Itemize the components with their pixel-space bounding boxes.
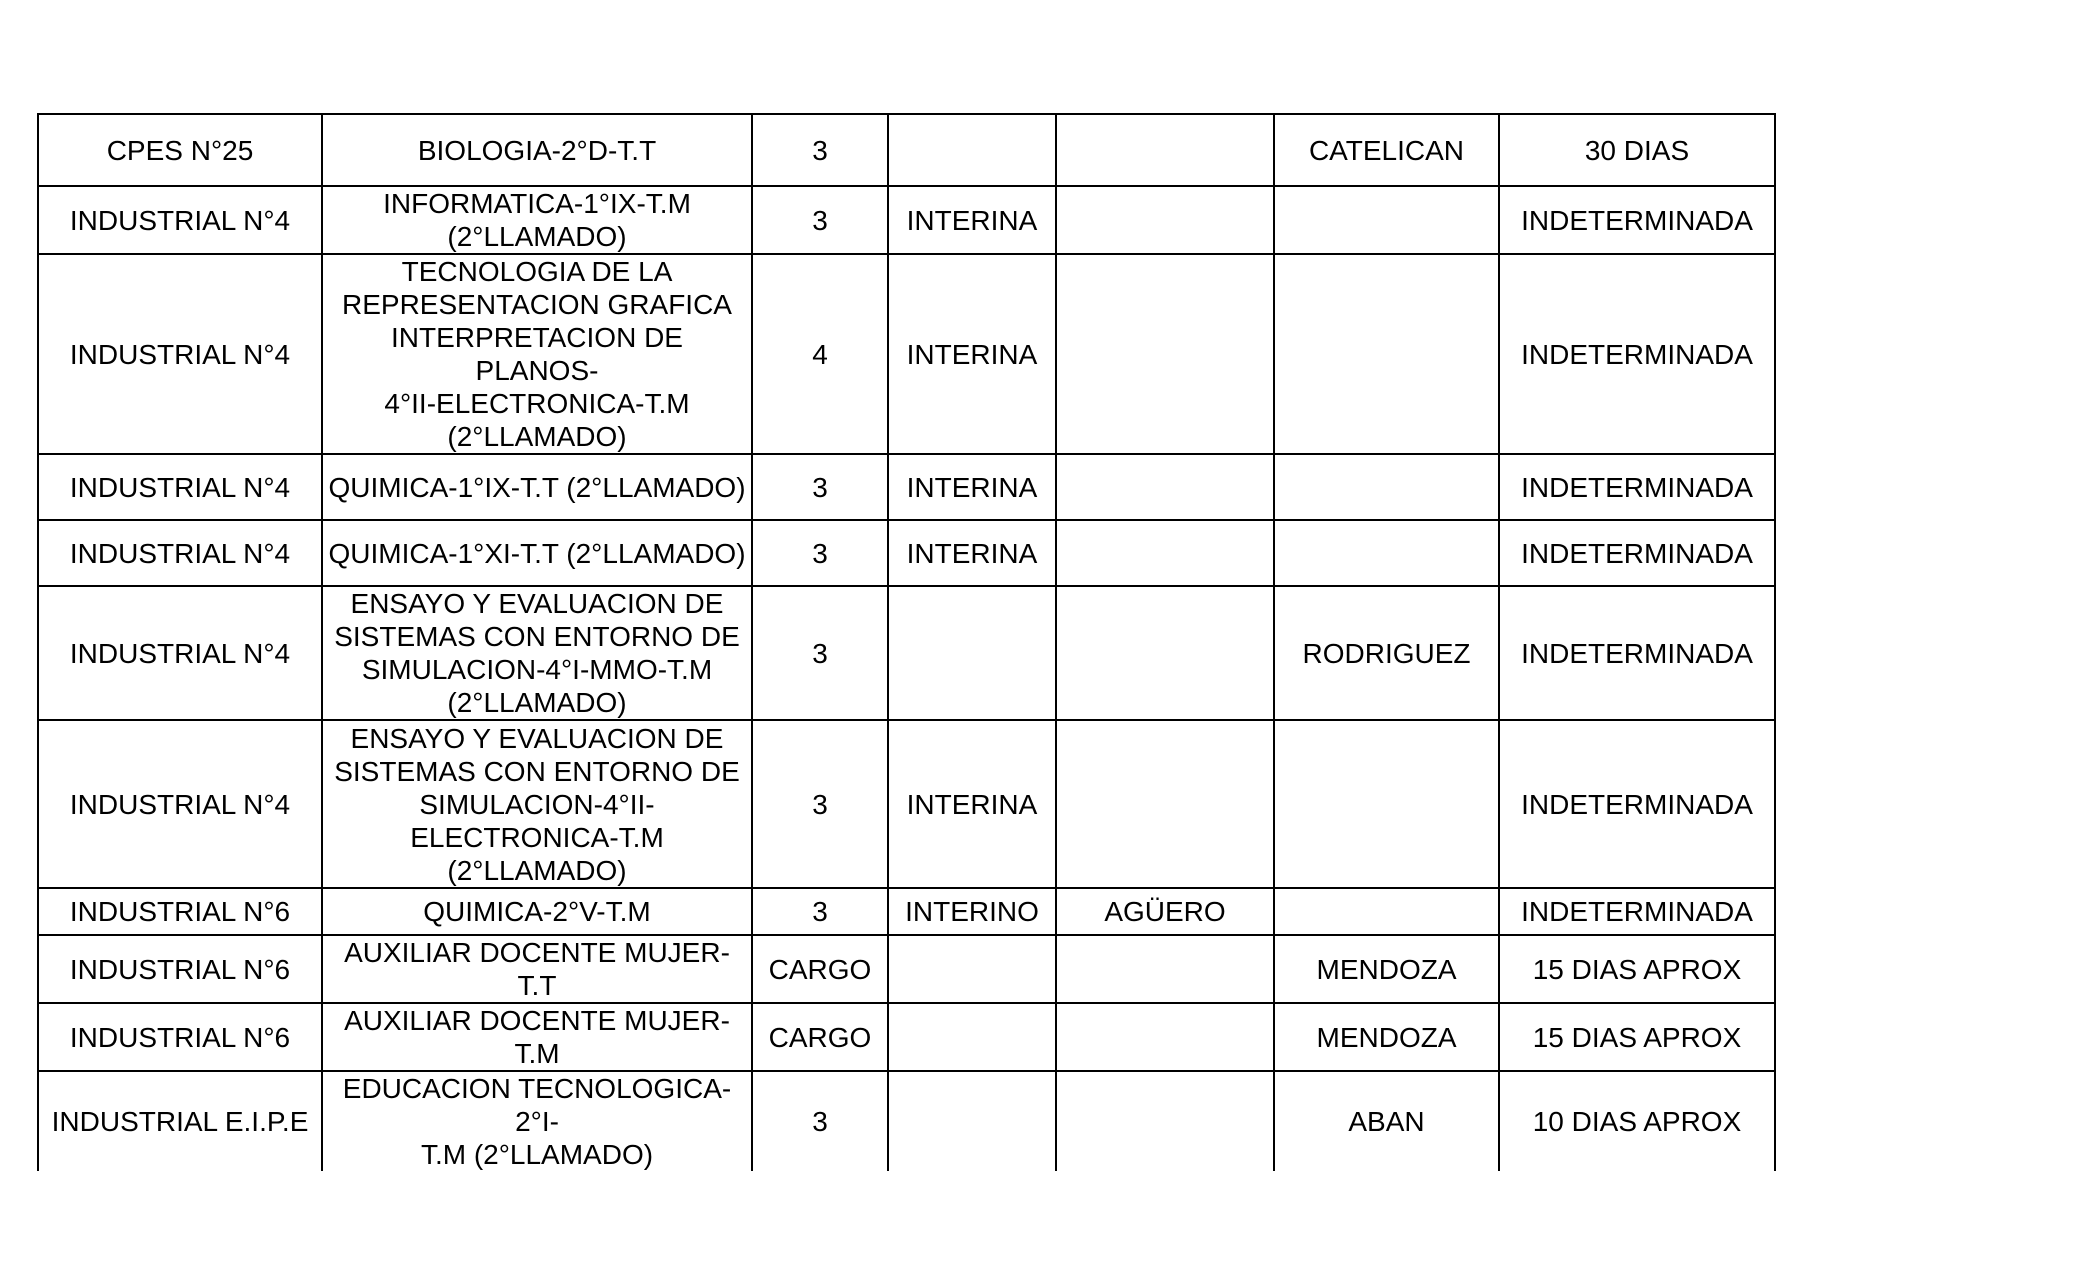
duration-cell — [1499, 1071, 1775, 1171]
cell-text: INTERINA — [906, 338, 1038, 370]
cell-text: INDUSTRIAL N°6 — [69, 953, 291, 985]
cell-text: INDETERMINADA — [1521, 537, 1753, 569]
cell-text: 15 DIAS APROX — [1532, 953, 1742, 985]
cell-text: INDETERMINADA — [1521, 788, 1753, 820]
table-row — [38, 586, 1775, 720]
duration-cell — [1499, 454, 1775, 520]
duration-cell — [1499, 254, 1775, 454]
duration-cell — [1499, 935, 1775, 1003]
teacher-cell — [1056, 888, 1274, 935]
cell-text: 3 — [812, 788, 828, 820]
cell-text: AUXILIAR DOCENTE MUJER- T.M — [344, 1005, 730, 1069]
hours-cell — [752, 888, 888, 935]
duration-cell — [1499, 114, 1775, 186]
cell-text: ENSAYO Y EVALUACION DE SISTEMAS CON ENTORNO DE SIMULACION-4°II- ELECTRONICA-T.M (2°LLAMADO) — [334, 722, 740, 886]
cell-text: INDETERMINADA — [1521, 338, 1753, 370]
school-cell — [38, 186, 322, 254]
teacher-cell — [1056, 1071, 1274, 1171]
duration-cell — [1499, 888, 1775, 935]
subject-cell — [322, 1071, 752, 1171]
school-cell — [38, 586, 322, 720]
cell-text: INTERINO — [905, 896, 1039, 927]
hours-cell — [752, 454, 888, 520]
cell-text: CARGO — [768, 1021, 872, 1053]
cell-text: INDUSTRIAL N°6 — [69, 896, 291, 927]
replaced-cell — [1274, 586, 1499, 720]
cell-text: INDUSTRIAL N°4 — [69, 204, 291, 236]
subject-cell — [322, 454, 752, 520]
school-cell — [38, 1071, 322, 1171]
cell-text: AGÜERO — [1104, 896, 1226, 927]
table-row — [38, 254, 1775, 454]
replaced-cell — [1274, 520, 1499, 586]
school-cell — [38, 1003, 322, 1071]
replaced-cell — [1274, 186, 1499, 254]
teacher-cell — [1056, 935, 1274, 1003]
replaced-cell — [1274, 888, 1499, 935]
cell-text: CARGO — [768, 953, 872, 985]
status-cell — [888, 254, 1056, 454]
cell-text: AUXILIAR DOCENTE MUJER-T.T — [344, 937, 730, 1001]
cell-text: INDUSTRIAL N°6 — [69, 1021, 291, 1053]
cell-text: 3 — [812, 896, 828, 927]
status-cell — [888, 1071, 1056, 1171]
subject-cell — [322, 520, 752, 586]
hours-cell — [752, 520, 888, 586]
cell-text: INDUSTRIAL N°4 — [69, 788, 291, 820]
subject-cell — [322, 720, 752, 888]
duration-cell — [1499, 586, 1775, 720]
cell-text: QUIMICA-1°XI-T.T (2°LLAMADO) — [328, 537, 746, 569]
cell-text: 10 DIAS APROX — [1532, 1106, 1742, 1137]
school-cell — [38, 254, 322, 454]
school-cell — [38, 888, 322, 935]
replaced-cell — [1274, 1003, 1499, 1071]
status-cell — [888, 454, 1056, 520]
cell-text: MENDOZA — [1316, 1021, 1457, 1053]
duration-cell — [1499, 520, 1775, 586]
subject-cell — [322, 114, 752, 186]
teacher-cell — [1056, 454, 1274, 520]
subject-cell — [322, 1003, 752, 1071]
table-row — [38, 186, 1775, 254]
cell-text: 4 — [812, 338, 828, 370]
subject-cell — [322, 186, 752, 254]
duration-cell — [1499, 720, 1775, 888]
vacancy-table — [37, 113, 1776, 1171]
status-cell — [888, 935, 1056, 1003]
cell-text: INTERINA — [906, 788, 1038, 820]
school-cell — [38, 935, 322, 1003]
hours-cell — [752, 254, 888, 454]
status-cell — [888, 520, 1056, 586]
cell-text: INDETERMINADA — [1521, 204, 1753, 236]
cell-text: ENSAYO Y EVALUACION DE SISTEMAS CON ENTORNO DE SIMULACION-4°I-MMO-T.M (2°LLAMADO) — [334, 588, 740, 718]
cell-text: INDUSTRIAL N°4 — [69, 338, 291, 370]
cell-text: INFORMATICA-1°IX-T.M (2°LLAMADO) — [383, 188, 691, 252]
subject-cell — [322, 254, 752, 454]
table-row — [38, 520, 1775, 586]
teacher-cell — [1056, 720, 1274, 888]
table-row — [38, 1003, 1775, 1071]
cell-text: 3 — [812, 1106, 828, 1137]
table-row — [38, 720, 1775, 888]
cell-text: BIOLOGIA-2°D-T.T — [417, 134, 657, 166]
cell-text: QUIMICA-1°IX-T.T (2°LLAMADO) — [328, 471, 746, 503]
table-row — [38, 454, 1775, 520]
table-row — [38, 935, 1775, 1003]
replaced-cell — [1274, 720, 1499, 888]
status-cell — [888, 720, 1056, 888]
cell-text: MENDOZA — [1316, 953, 1457, 985]
table-row — [38, 1071, 1775, 1171]
cell-text: INDETERMINADA — [1521, 471, 1753, 503]
subject-cell — [322, 586, 752, 720]
cell-text: INDUSTRIAL N°4 — [69, 537, 291, 569]
teacher-cell — [1056, 586, 1274, 720]
cell-text: CATELICAN — [1308, 134, 1465, 166]
table-row — [38, 114, 1775, 186]
hours-cell — [752, 1071, 888, 1171]
status-cell — [888, 114, 1056, 186]
hours-cell — [752, 114, 888, 186]
replaced-cell — [1274, 114, 1499, 186]
status-cell — [888, 586, 1056, 720]
cell-text: TECNOLOGIA DE LA REPRESENTACION GRAFICA INTERPRETACION DE PLANOS- 4°II-ELECTRONICA-T.M (2°LLAMADO) — [342, 256, 732, 452]
subject-cell — [322, 935, 752, 1003]
teacher-cell — [1056, 520, 1274, 586]
status-cell — [888, 1003, 1056, 1071]
hours-cell — [752, 586, 888, 720]
cell-text: 30 DIAS — [1584, 134, 1690, 166]
cell-text: INTERINA — [906, 471, 1038, 503]
cell-text: 3 — [812, 134, 828, 166]
teacher-cell — [1056, 254, 1274, 454]
status-cell — [888, 186, 1056, 254]
cell-text: 3 — [812, 537, 828, 569]
school-cell — [38, 454, 322, 520]
table-body — [38, 114, 1775, 1171]
cell-text: INTERINA — [906, 537, 1038, 569]
school-cell — [38, 720, 322, 888]
school-cell — [38, 114, 322, 186]
duration-cell — [1499, 186, 1775, 254]
hours-cell — [752, 1003, 888, 1071]
status-cell — [888, 888, 1056, 935]
cell-text: 3 — [812, 637, 828, 669]
cell-text: 15 DIAS APROX — [1532, 1021, 1742, 1053]
hours-cell — [752, 720, 888, 888]
teacher-cell — [1056, 1003, 1274, 1071]
cell-text: EDUCACION TECNOLOGICA-2°I- T.M (2°LLAMADO) — [342, 1073, 732, 1170]
teacher-cell — [1056, 114, 1274, 186]
cell-text: 3 — [812, 471, 828, 503]
replaced-cell — [1274, 254, 1499, 454]
duration-cell — [1499, 1003, 1775, 1071]
cell-text: RODRIGUEZ — [1302, 637, 1471, 669]
cell-text: 3 — [812, 204, 828, 236]
cell-text: INDUSTRIAL N°4 — [69, 637, 291, 669]
subject-cell — [322, 888, 752, 935]
cell-text: INDUSTRIAL N°4 — [69, 471, 291, 503]
hours-cell — [752, 186, 888, 254]
cell-text: CPES N°25 — [106, 134, 254, 166]
hours-cell — [752, 935, 888, 1003]
school-cell — [38, 520, 322, 586]
table-row — [38, 888, 1775, 935]
replaced-cell — [1274, 454, 1499, 520]
cell-text: ABAN — [1348, 1106, 1425, 1137]
cell-text: QUIMICA-2°V-T.M — [423, 896, 651, 927]
cell-text: INDUSTRIAL E.I.P.E — [51, 1106, 309, 1137]
replaced-cell — [1274, 1071, 1499, 1171]
cell-text: INTERINA — [906, 204, 1038, 236]
cell-text: INDETERMINADA — [1521, 896, 1753, 927]
cell-text: INDETERMINADA — [1521, 637, 1753, 669]
teacher-cell — [1056, 186, 1274, 254]
replaced-cell — [1274, 935, 1499, 1003]
